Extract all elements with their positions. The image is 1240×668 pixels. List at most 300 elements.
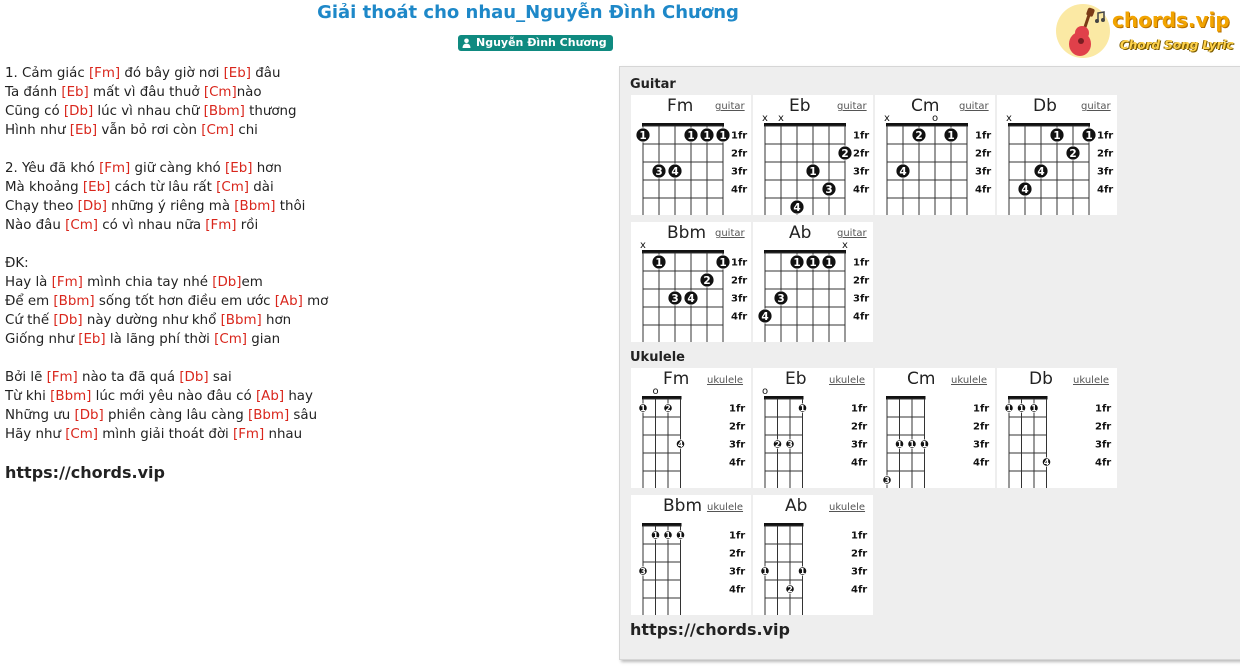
muted-string-marker: x	[1006, 113, 1012, 124]
chord-diagram-panel	[619, 66, 1240, 660]
fret-label: 1fr	[1095, 403, 1112, 415]
lyric-text: Từ khi	[5, 389, 51, 404]
fret-label: 3fr	[729, 566, 746, 578]
svg-text:4: 4	[687, 292, 695, 305]
lyric-text: có vì nhau nữa	[97, 218, 206, 233]
finger-dot	[1082, 128, 1096, 142]
svg-text:1: 1	[896, 440, 903, 449]
lyric-text: lúc mới yêu nào đâu có	[91, 389, 256, 404]
svg-text:4: 4	[1021, 183, 1029, 196]
lyric-text: này dường như khổ	[82, 313, 221, 328]
lyric-text: Để em	[5, 294, 54, 309]
finger-dot	[1017, 404, 1025, 413]
finger-dot	[773, 440, 781, 449]
svg-text:1: 1	[652, 531, 659, 540]
fret-label: 2fr	[1097, 148, 1114, 160]
svg-text:2: 2	[774, 440, 781, 449]
finger-dot	[639, 404, 647, 413]
lyric-text: sai	[208, 370, 232, 385]
ukulele-chord-card-db[interactable]	[997, 368, 1117, 488]
fret-label: 4fr	[973, 457, 990, 469]
chord-diagram	[631, 222, 751, 342]
svg-text:2: 2	[1069, 147, 1077, 160]
fret-label: 2fr	[731, 148, 748, 160]
chord-link[interactable]: [Db]	[212, 275, 242, 290]
lyric-text: hơn	[261, 313, 292, 328]
lyric-text: vẫn bỏ rơi còn	[97, 123, 202, 138]
muted-string-marker: x	[762, 113, 768, 124]
lyric-text: cách từ lâu rất	[110, 180, 217, 195]
svg-text:1: 1	[1018, 404, 1025, 413]
fret-label: 2fr	[851, 548, 868, 560]
chord-link[interactable]: [Eb]	[69, 123, 98, 138]
lyric-text: sâu	[289, 408, 318, 423]
lyric-text: Giống như	[5, 332, 79, 347]
chord-link[interactable]: [Eb]	[82, 180, 111, 195]
lyric-line	[5, 140, 605, 159]
chord-link[interactable]: [Db]	[63, 104, 94, 119]
lyric-text: gian	[247, 332, 281, 347]
chord-link[interactable]: [Ab]	[255, 389, 285, 404]
lyric-line	[5, 254, 605, 273]
chord-diagram	[875, 95, 995, 215]
fret-label: 3fr	[1095, 439, 1112, 451]
svg-text:1: 1	[799, 404, 806, 413]
lyric-line	[5, 311, 605, 330]
chord-link[interactable]: [Bbm]	[234, 199, 276, 214]
fret-label: 1fr	[729, 403, 746, 415]
svg-text:3: 3	[787, 440, 793, 449]
lyric-text: Mà khoảng	[5, 180, 83, 195]
chord-link[interactable]: [Eb]	[225, 161, 253, 176]
finger-dot	[806, 164, 820, 178]
fret-label: 4fr	[729, 457, 746, 469]
finger-dot	[668, 164, 682, 178]
lyric-text: là lãng phí thời	[105, 332, 215, 347]
chord-link[interactable]: [Db]	[74, 408, 104, 423]
lyric-text: Chạy theo	[5, 199, 78, 214]
finger-dot	[790, 200, 804, 214]
lyric-text: Bởi lẽ	[5, 370, 47, 385]
chord-link[interactable]: [Bbm]	[50, 389, 92, 404]
svg-text:1: 1	[1031, 404, 1037, 413]
fret-label: 4fr	[853, 184, 870, 196]
fret-label: 3fr	[973, 439, 990, 451]
chord-link[interactable]: [Db]	[179, 370, 209, 385]
finger-dot	[668, 291, 682, 305]
instrument-link[interactable]: guitar	[837, 228, 867, 239]
fret-label: 3fr	[853, 293, 870, 305]
lyric-text: em	[241, 275, 263, 290]
guitar-section-title: Guitar	[630, 77, 676, 92]
svg-text:4: 4	[1037, 165, 1045, 178]
svg-text:4: 4	[761, 310, 769, 323]
site-url-link[interactable]: https://chords.vip	[5, 463, 165, 482]
svg-text:4: 4	[671, 165, 679, 178]
finger-dot	[1005, 404, 1013, 413]
song-title: Giải thoát cho nhau_Nguyễn Đình Chương	[317, 2, 739, 23]
finger-dot	[1018, 182, 1032, 196]
svg-text:1: 1	[947, 129, 955, 142]
fret-label: 1fr	[851, 530, 868, 542]
chord-link[interactable]: [Bbm]	[220, 313, 262, 328]
chord-link[interactable]: [Db]	[53, 313, 83, 328]
instrument-link[interactable]: ukulele	[1073, 375, 1110, 386]
guitar-chord-card-bbm[interactable]	[631, 222, 751, 342]
chord-name: Fm	[663, 369, 690, 389]
svg-text:1: 1	[921, 440, 928, 449]
finger-dot	[758, 309, 772, 323]
finger-dot	[822, 182, 836, 196]
fret-label: 2fr	[853, 275, 870, 287]
lyric-text: đó bây giờ nơi	[120, 66, 224, 81]
svg-text:3: 3	[777, 292, 785, 305]
svg-text:3: 3	[884, 476, 890, 485]
lyric-text: Hình như	[5, 123, 70, 138]
fret-label: 2fr	[853, 148, 870, 160]
logo-text: chords.vip	[1112, 8, 1230, 32]
fret-label: 4fr	[851, 584, 868, 596]
chord-link[interactable]: [Cm]	[65, 427, 99, 442]
chord-link[interactable]: [Fm]	[205, 218, 237, 233]
fret-label: 1fr	[1097, 130, 1114, 142]
instrument-link[interactable]: ukulele	[707, 375, 744, 386]
ukulele-section-title: Ukulele	[630, 350, 686, 365]
fret-label: 4fr	[729, 584, 746, 596]
chord-diagram	[753, 495, 873, 615]
fret-label: 1fr	[975, 130, 992, 142]
chord-link[interactable]: [Bbm]	[247, 408, 290, 423]
svg-text:1: 1	[825, 256, 833, 269]
chord-link[interactable]: [Eb]	[223, 66, 251, 81]
instrument-link[interactable]: ukulele	[951, 375, 988, 386]
lyric-text: Cứ thế	[5, 313, 54, 328]
fret-label: 3fr	[851, 439, 868, 451]
svg-text:1: 1	[1006, 404, 1012, 413]
finger-dot	[798, 567, 806, 576]
fret-label: 3fr	[731, 293, 748, 305]
lyric-text: nào	[236, 85, 262, 100]
lyric-line	[5, 273, 605, 292]
fret-label: 2fr	[729, 548, 746, 560]
panel-site-url-link[interactable]: https://chords.vip	[630, 620, 790, 639]
svg-text:4: 4	[1043, 458, 1050, 467]
finger-dot	[652, 164, 666, 178]
lyric-text: những ý riêng mà	[106, 199, 235, 214]
chord-link[interactable]: [Bbm]	[53, 294, 95, 309]
lyric-text: nào ta đã quá	[77, 370, 180, 385]
lyric-text: Hãy như	[5, 427, 66, 442]
open-string-marker: o	[931, 113, 939, 124]
instrument-link[interactable]: ukulele	[829, 375, 866, 386]
finger-dot	[896, 164, 910, 178]
fret-label: 4fr	[1095, 457, 1112, 469]
lyric-line	[5, 406, 605, 425]
guitar-chord-card-cm[interactable]	[875, 95, 995, 215]
finger-dot	[664, 531, 672, 540]
instrument-link[interactable]: guitar	[1081, 101, 1111, 112]
lyric-text: nhau	[264, 427, 303, 442]
lyric-line	[5, 178, 605, 197]
finger-dot	[908, 440, 916, 449]
chord-link[interactable]: [Fm]	[233, 427, 265, 442]
lyric-line	[5, 216, 605, 235]
chord-diagram	[753, 222, 873, 342]
finger-dot	[838, 146, 852, 160]
chord-name: Db	[1033, 96, 1057, 116]
chord-link[interactable]: [Cm]	[201, 123, 235, 138]
svg-text:1: 1	[1053, 129, 1061, 142]
fret-label: 1fr	[853, 130, 870, 142]
author-name: Nguyễn Đình Chương	[476, 36, 607, 49]
lyric-text: Nào đâu	[5, 218, 66, 233]
lyric-line	[5, 425, 605, 444]
ukulele-chord-card-fm[interactable]	[631, 368, 751, 488]
chord-diagram	[875, 368, 995, 488]
finger-dot	[684, 128, 698, 142]
svg-text:1: 1	[640, 404, 646, 413]
lyric-line	[5, 102, 605, 121]
finger-dot	[822, 255, 836, 269]
finger-dot	[676, 531, 684, 540]
chord-link[interactable]: [Fm]	[51, 275, 83, 290]
finger-dot	[664, 404, 672, 413]
instrument-link[interactable]: ukulele	[707, 502, 744, 513]
fret-label: 2fr	[973, 421, 990, 433]
chord-diagram	[631, 495, 751, 615]
fret-label: 1fr	[729, 530, 746, 542]
chord-diagram	[631, 368, 751, 488]
chord-name: Ab	[785, 496, 808, 516]
svg-text:4: 4	[677, 440, 684, 449]
fret-label: 3fr	[731, 166, 748, 178]
chord-link[interactable]: [Cm]	[214, 332, 247, 347]
finger-dot	[798, 404, 806, 413]
svg-text:1: 1	[762, 567, 768, 576]
chord-diagram	[997, 368, 1117, 488]
user-icon	[462, 38, 471, 48]
chord-diagram	[753, 95, 873, 215]
lyric-line	[5, 387, 605, 406]
svg-text:1: 1	[793, 256, 801, 269]
chord-diagram	[631, 95, 751, 215]
finger-dot	[700, 128, 714, 142]
open-string-marker: o	[652, 386, 659, 397]
finger-dot	[895, 440, 903, 449]
fret-label: 2fr	[851, 421, 868, 433]
guitar-icon	[1060, 6, 1112, 60]
svg-text:4: 4	[899, 165, 907, 178]
svg-text:1: 1	[809, 256, 817, 269]
finger-dot	[716, 255, 730, 269]
finger-dot	[786, 440, 794, 449]
chord-name: Eb	[785, 369, 807, 389]
lyric-text: mất vì đâu thuở	[88, 85, 204, 100]
chord-name: Cm	[911, 96, 940, 116]
finger-dot	[636, 128, 650, 142]
chord-link[interactable]: [Cm]	[203, 85, 237, 100]
fret-label: 4fr	[731, 184, 748, 196]
finger-dot	[684, 291, 698, 305]
svg-text:1: 1	[1085, 129, 1093, 142]
ukulele-chord-card-cm[interactable]	[875, 368, 995, 488]
muted-string-marker: x	[842, 240, 848, 251]
finger-dot	[1050, 128, 1064, 142]
finger-dot	[716, 128, 730, 142]
chord-link[interactable]: [Fm]	[88, 66, 121, 81]
chord-link[interactable]: [Eb]	[61, 85, 89, 100]
lyric-line	[5, 64, 605, 83]
lyric-line	[5, 292, 605, 311]
muted-string-marker: x	[884, 113, 890, 124]
chord-name: Eb	[789, 96, 811, 116]
fret-label: 4fr	[975, 184, 992, 196]
instrument-link[interactable]: guitar	[837, 101, 867, 112]
chord-name: Bbm	[667, 223, 707, 243]
lyric-text: Những ưu	[5, 408, 75, 423]
finger-dot	[774, 291, 788, 305]
lyric-text: giữ càng khó	[130, 161, 226, 176]
chord-link[interactable]: [Eb]	[78, 332, 106, 347]
instrument-link[interactable]: guitar	[959, 101, 989, 112]
finger-dot	[790, 255, 804, 269]
finger-dot	[651, 531, 659, 540]
lyric-text: Cũng có	[5, 104, 64, 119]
fret-label: 2fr	[731, 275, 748, 287]
lyric-text: đâu	[250, 66, 281, 81]
svg-text:2: 2	[787, 585, 793, 594]
finger-dot	[883, 476, 891, 485]
finger-dot	[1030, 404, 1038, 413]
fret-label: 3fr	[729, 439, 746, 451]
fret-label: 2fr	[729, 421, 746, 433]
chord-link[interactable]: [Db]	[77, 199, 107, 214]
lyric-line	[5, 197, 605, 216]
chord-link[interactable]: [Fm]	[99, 161, 131, 176]
chord-link[interactable]: [Cm]	[216, 180, 249, 195]
lyric-text: dài	[248, 180, 274, 195]
lyric-text: chi	[234, 123, 258, 138]
fret-label: 1fr	[731, 257, 748, 269]
fret-label: 4fr	[851, 457, 868, 469]
instrument-link[interactable]: guitar	[715, 228, 745, 239]
chord-name: Bbm	[663, 496, 703, 516]
finger-dot	[652, 255, 666, 269]
svg-text:1: 1	[665, 531, 671, 540]
svg-text:1: 1	[719, 256, 727, 269]
svg-text:2: 2	[841, 147, 849, 160]
instrument-link[interactable]: guitar	[715, 101, 745, 112]
fret-label: 1fr	[851, 403, 868, 415]
fret-label: 4fr	[731, 311, 748, 323]
lyric-text: sống tốt hơn điều em ước	[94, 294, 275, 309]
fret-label: 2fr	[975, 148, 992, 160]
ukulele-chord-card-eb[interactable]	[753, 368, 873, 488]
lyric-text: 1. Cảm giác	[5, 66, 89, 81]
instrument-link[interactable]: ukulele	[829, 502, 866, 513]
lyric-text: rồi	[236, 218, 259, 233]
chord-link[interactable]: [Ab]	[274, 294, 303, 309]
chord-link[interactable]: [Bbm]	[203, 104, 245, 119]
svg-text:2: 2	[915, 129, 923, 142]
lyric-line	[5, 349, 605, 368]
lyric-text: 2. Yêu đã khó	[5, 161, 100, 176]
finger-dot	[806, 255, 820, 269]
fret-label: 4fr	[1097, 184, 1114, 196]
lyric-text: mơ	[302, 294, 329, 309]
svg-text:3: 3	[655, 165, 663, 178]
svg-text:1: 1	[909, 440, 915, 449]
finger-dot	[786, 585, 794, 594]
fret-label: 3fr	[975, 166, 992, 178]
ukulele-chord-card-ab[interactable]	[753, 495, 873, 615]
chord-diagram	[753, 368, 873, 488]
chord-name: Ab	[789, 223, 812, 243]
ukulele-chord-card-bbm[interactable]	[631, 495, 751, 615]
guitar-chord-card-fm[interactable]	[631, 95, 751, 215]
finger-dot	[761, 567, 769, 576]
guitar-chord-card-eb[interactable]	[753, 95, 873, 215]
fret-label: 3fr	[853, 166, 870, 178]
lyrics-block	[5, 64, 605, 444]
chord-link[interactable]: [Fm]	[46, 370, 78, 385]
lyric-text: phiền càng lâu càng	[103, 408, 248, 423]
lyric-text: hay	[284, 389, 313, 404]
lyric-line	[5, 83, 605, 102]
fret-label: 3fr	[1097, 166, 1114, 178]
fret-label: 3fr	[851, 566, 868, 578]
fret-label: 1fr	[973, 403, 990, 415]
fret-label: 2fr	[1095, 421, 1112, 433]
svg-text:3: 3	[671, 292, 679, 305]
lyric-text: thương	[244, 104, 297, 119]
finger-dot	[1034, 164, 1048, 178]
chord-diagram	[997, 95, 1117, 215]
lyric-line	[5, 121, 605, 140]
fret-label: 1fr	[853, 257, 870, 269]
finger-dot	[1042, 458, 1050, 467]
finger-dot	[1066, 146, 1080, 160]
fret-label: 1fr	[731, 130, 748, 142]
site-logo[interactable]	[1054, 2, 1240, 62]
lyric-text: mình giải thoát đời	[98, 427, 233, 442]
svg-text:1: 1	[809, 165, 817, 178]
lyric-text: ĐK:	[5, 256, 29, 271]
chord-name: Fm	[667, 96, 694, 116]
lyric-text: mình chia tay nhé	[82, 275, 213, 290]
guitar-chord-card-db[interactable]	[997, 95, 1117, 215]
logo-tagline: Chord Song Lyric	[1120, 38, 1234, 52]
svg-text:1: 1	[677, 531, 684, 540]
fret-label: 4fr	[853, 311, 870, 323]
chord-name: Db	[1029, 369, 1053, 389]
lyric-text: Hay là	[5, 275, 52, 290]
svg-text:2: 2	[703, 274, 711, 287]
lyric-line	[5, 368, 605, 387]
finger-dot	[700, 273, 714, 287]
lyric-text: Ta đánh	[5, 85, 62, 100]
svg-text:1: 1	[703, 129, 711, 142]
svg-text:4: 4	[793, 201, 801, 214]
svg-text:3: 3	[640, 567, 646, 576]
lyric-text: thôi	[275, 199, 306, 214]
author-badge[interactable]	[458, 35, 613, 51]
guitar-chord-card-ab[interactable]	[753, 222, 873, 342]
svg-text:3: 3	[825, 183, 833, 196]
chord-link[interactable]: [Cm]	[65, 218, 98, 233]
svg-text:1: 1	[687, 129, 695, 142]
lyric-text: hơn	[252, 161, 282, 176]
